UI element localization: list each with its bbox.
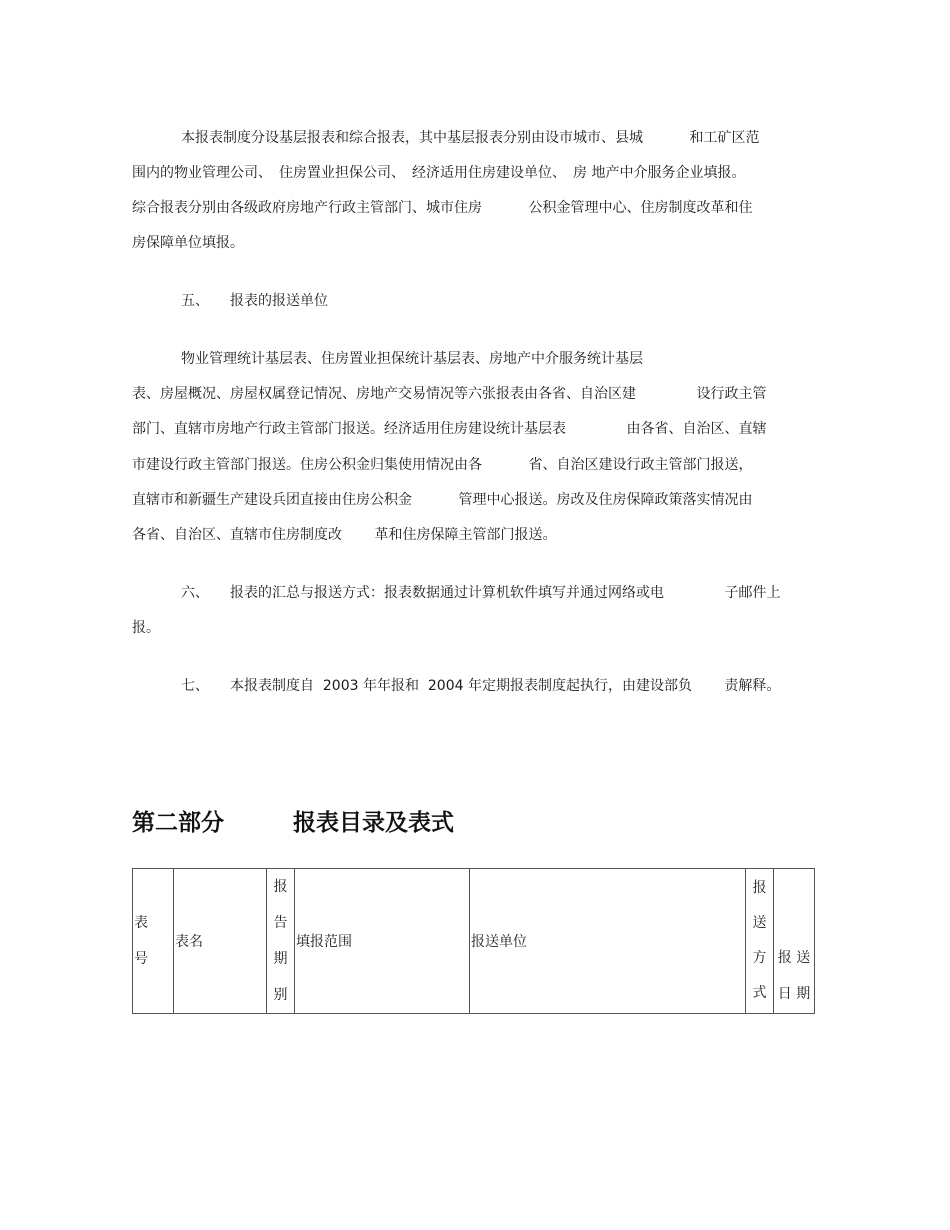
- header-reporting-unit: [470, 869, 746, 1014]
- header-submit-method-label: 报 送 方 式: [752, 880, 767, 1001]
- header-submit-date: [774, 869, 815, 1014]
- section-5-line-2: 表、房屋概况、房屋权属登记情况、房地产交易情况等六张报表由各省、自治区建 设行政主管: [132, 386, 767, 402]
- header-report-period: [267, 869, 295, 1014]
- section-5-line-6: 各省、自治区、直辖市住房制度改 革和住房保障主管部门报送。: [132, 527, 557, 543]
- header-submit-method: [746, 869, 774, 1014]
- header-table-no: [133, 869, 174, 1014]
- section-5-line-5: 直辖市和新疆生产建设兵团直接由住房公积金 管理中心报送。房改及住房保障政策落实情况由: [132, 492, 753, 508]
- section-5-line-1: 物业管理统计基层表、住房置业担保统计基层表、房地产中介服务统计基层: [181, 351, 643, 367]
- header-table-no-label: 表 号: [134, 915, 148, 967]
- table-header-row: [133, 869, 815, 1014]
- intro-line-1: 本报表制度分设基层报表和综合报表，其中基层报表分别由设市城市、县城 和工矿区范: [181, 130, 760, 146]
- header-reporting-unit-label: 报送单位: [471, 934, 527, 950]
- header-report-period-label: 报 告 期 别: [273, 879, 288, 1003]
- header-fill-scope-label: 填报范围: [296, 934, 352, 950]
- section-6-line-2: 报。: [132, 620, 160, 636]
- header-table-name-label: 表名: [175, 934, 203, 950]
- header-submit-date-label: 报 送 日 期: [777, 950, 811, 1002]
- section-5-line-3: 部门、直辖市房地产行政主管部门报送。经济适用住房建设统计基层表 由各省、自治区、直辖: [132, 421, 767, 437]
- section-5-line-4: 市建设行政主管部门报送。住房公积金归集使用情况由各 省、自治区建设行政主管部门报送，: [132, 457, 753, 473]
- intro-line-4: 房保障单位填报。: [132, 235, 244, 251]
- report-catalog-table: [132, 868, 815, 1014]
- part-2-heading: 第二部分 报表目录及表式: [132, 810, 454, 836]
- header-table-name: [174, 869, 267, 1014]
- section-7-line: 七、 本报表制度自 2003 年年报和 2004 年定期报表制度起执行，由建设部负 责解释。: [181, 678, 781, 694]
- header-fill-scope: [295, 869, 470, 1014]
- intro-line-2: 围内的物业管理公司、 住房置业担保公司、 经济适用住房建设单位、 房 地产中介服务企业填报。: [132, 165, 746, 181]
- section-6-line-1: 六、 报表的汇总与报送方式：报表数据通过计算机软件填写并通过网络或电 子邮件上: [181, 585, 781, 601]
- section-5-title: 五、 报表的报送单位: [181, 293, 328, 309]
- intro-line-3: 综合报表分别由各级政府房地产行政主管部门、城市住房 公积金管理中心、住房制度改革和住: [132, 200, 753, 216]
